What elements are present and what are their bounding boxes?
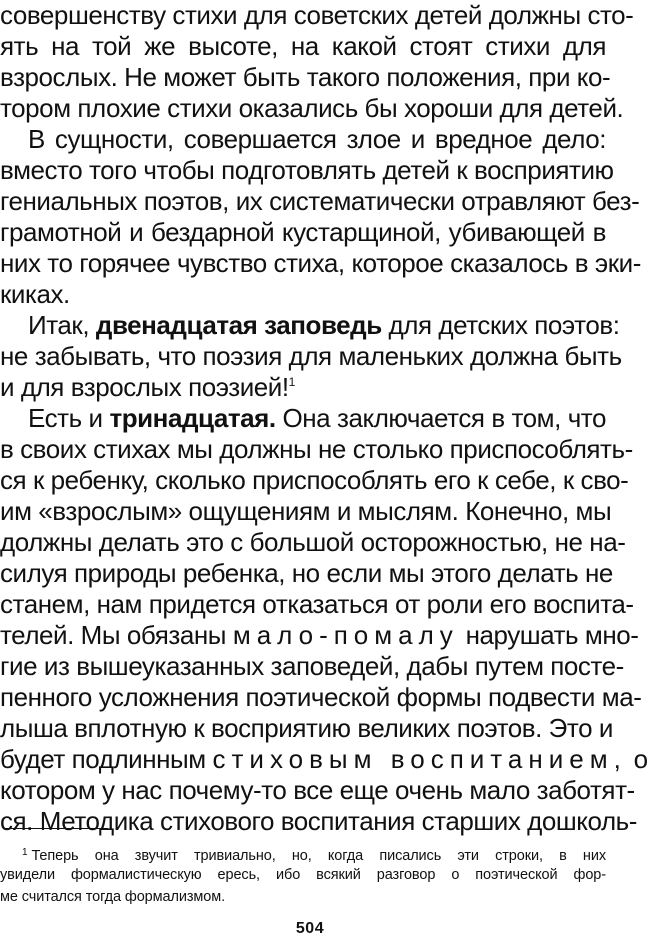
text-line: станем, нам придется отказаться от роли его воспита- xyxy=(0,589,634,619)
text-line: совершенству стихи для советских детей должны сто- xyxy=(0,0,634,30)
text-span: Есть и xyxy=(28,403,103,433)
text-line xyxy=(0,372,606,402)
emphasis-text: тринадцатая. xyxy=(109,403,276,433)
text-line: пенного усложнения поэтической формы подвести ма- xyxy=(0,682,642,712)
spaced-text: мало-помалу xyxy=(232,620,459,650)
text-line: взрослых. Не может быть такого положения, при ко- xyxy=(0,62,611,92)
text-line xyxy=(0,744,648,774)
footnote-mark: 1 xyxy=(22,847,28,858)
spaced-text: стиховым воспитанием, xyxy=(212,744,627,774)
text-span: будет подлинным xyxy=(0,744,206,774)
footnote-line: ме считался тогда формализмом. xyxy=(0,889,226,905)
text-line: ся. Методика стихового воспитания старших дошколь- xyxy=(0,806,637,836)
text-line: силуя природы ребенка, но если мы этого делать не xyxy=(0,558,613,588)
text-line xyxy=(0,310,620,340)
text-line: не забывать, что поэзия для маленьких должна быть xyxy=(0,341,622,371)
text-line: вместо того чтобы подготовлять детей к восприятию xyxy=(0,155,614,185)
page-number: 504 xyxy=(295,920,325,937)
footnote-text: Теперь она звучит тривиально, но, когда писались эти строки, в них xyxy=(31,848,606,864)
text-line: киках. xyxy=(0,279,70,309)
text-line xyxy=(0,403,606,433)
text-line: гениальных поэтов, их систематически отравляют без- xyxy=(0,186,640,216)
footnote-line: увидели формалистическую ересь, ибо всякий разговор о поэтической фор- xyxy=(0,867,606,883)
text-line: них то горячее чувство стиха, которое сказалось в эки- xyxy=(0,248,641,278)
text-line: тором плохие стихи оказались бы хороши для детей. xyxy=(0,93,624,123)
text-span: Она заключается в том, что xyxy=(282,403,606,433)
text-line: В сущности, совершается злое и вредное дело: xyxy=(28,124,606,154)
text-line: им «взрослым» ощущениям и мыслям. Конечно, мы xyxy=(0,496,612,526)
text-span: о xyxy=(633,744,648,774)
text-line: в своих стихах мы должны не столько приспособлять- xyxy=(0,434,633,464)
footnote-reference: 1 xyxy=(288,375,295,389)
text-span: для детских поэтов: xyxy=(388,310,620,340)
footnote-divider xyxy=(4,828,108,829)
text-line: котором у нас почему-то все еще очень мало заботят- xyxy=(0,775,635,805)
text-line xyxy=(0,620,639,650)
text-line: ся к ребенку, сколько приспособлять его к себе, к сво- xyxy=(0,465,629,495)
text-span: Итак, xyxy=(28,310,90,340)
text-span: телей. Мы обязаны xyxy=(0,620,227,650)
emphasis-text: двенадцатая заповедь xyxy=(95,310,382,340)
text-line: ять на той же высоте, на какой стоят стихи для xyxy=(0,31,606,61)
text-span: и для взрослых поэзией! xyxy=(0,372,289,402)
text-span: нарушать мно- xyxy=(465,620,639,650)
text-line: должны делать это с большой осторожностью, не на- xyxy=(0,527,626,557)
text-line: гие из вышеуказанных заповедей, дабы путем посте- xyxy=(0,651,624,681)
text-line: грамотной и бездарной кустарщиной, убивающей в xyxy=(0,217,606,247)
text-line: лыша вплотную к восприятию великих поэтов. Это и xyxy=(0,713,613,743)
